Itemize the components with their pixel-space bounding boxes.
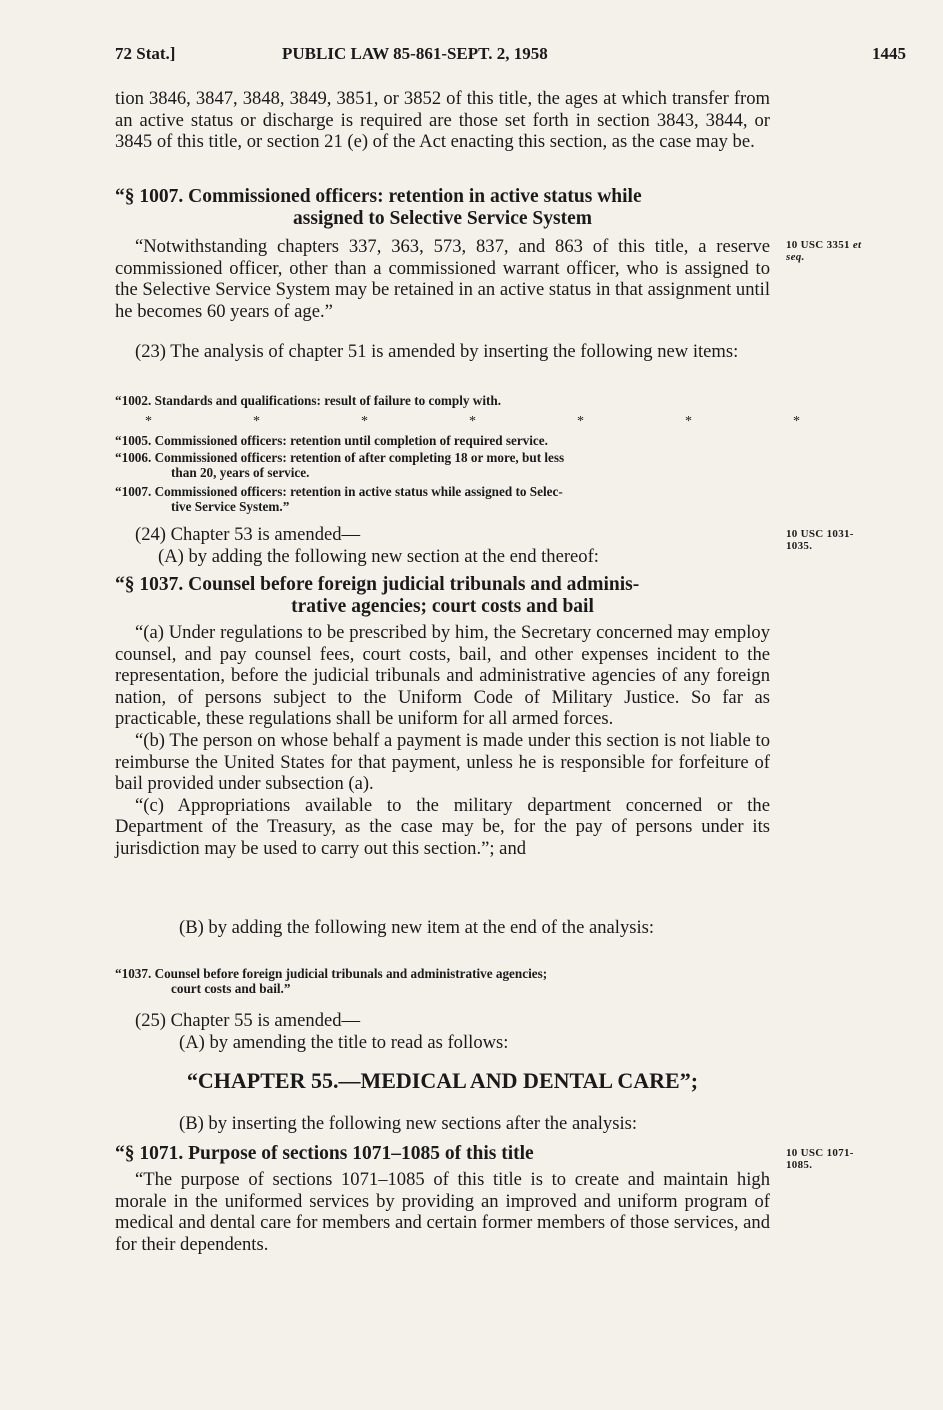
analysis-item-1002: “1002. Standards and qualifications: result of failure to comply with. bbox=[115, 393, 502, 408]
analysis-item-1005: “1005. Commissioned officers: retention until completion of required service. bbox=[115, 433, 548, 448]
section-1037-heading: “§ 1037. Counsel before foreign judicial tribunals and adminis- trative agencies; court costs and bail bbox=[115, 574, 640, 617]
continued-paragraph: tion 3846, 3847, 3848, 3849, 3851, or 3852 of this title, the ages at which transfer from an active status or discharge is required are those set forth in section 3843, 3844, or 3845 of this title, or section 21 (e) of the Act enacting this section, as the case may be. bbox=[115, 88, 770, 153]
stat-reference: 72 Stat.] bbox=[115, 44, 176, 63]
section-1007-heading: “§ 1007. Commissioned officers: retention in active status while assigned to Selective Service System bbox=[115, 186, 642, 229]
margin-note-3351: 10 USC 3351 et seq. bbox=[786, 239, 862, 263]
page-header-title: PUBLIC LAW 85-861-SEPT. 2, 1958 bbox=[282, 44, 548, 63]
section-1071-heading: “§ 1071. Purpose of sections 1071–1085 of this title bbox=[115, 1143, 534, 1164]
amendment-24b: (B) by adding the following new item at the end of the analysis: bbox=[179, 917, 655, 938]
omission-stars: * * * * * * * bbox=[145, 414, 800, 429]
section-1007-text: “Notwithstanding chapters 337, 363, 573, 837, and 863 of this title, a reserve commissioned officer, other than a commissioned warrant officer, who is assigned to the Selective Service System may be retained in an active status in that assignment until he becomes 60 years of age.” bbox=[115, 236, 770, 322]
chapter-title: “CHAPTER 55.—MEDICAL AND DENTAL CARE”; bbox=[186, 1068, 699, 1093]
section-1071-text: “The purpose of sections 1071–1085 of this title is to create and maintain high morale in the uniformed services by providing an improved and uniform program of medical and dental care for members and certain former members of those services, and for their dependents. bbox=[115, 1169, 770, 1255]
amendment-25b: (B) by inserting the following new sections after the analysis: bbox=[179, 1113, 638, 1134]
amendment-24: (24) Chapter 53 is amended— (A) by adding the following new section at the end thereof: bbox=[135, 524, 599, 567]
margin-note-1031: 10 USC 1031- 1035. bbox=[786, 528, 854, 552]
amendment-25: (25) Chapter 55 is amended— (A) by amending the title to read as follows: bbox=[135, 1010, 509, 1053]
analysis-item-1007: “1007. Commissioned officers: retention in active status while assigned to Selec- tive Service System.” bbox=[115, 484, 563, 514]
analysis-item-1006: “1006. Commissioned officers: retention of after completing 18 or more, but less than 20, years of service. bbox=[115, 450, 565, 480]
section-1037-text: “(a) Under regulations to be prescribed by him, the Secretary concerned may employ counsel, and pay counsel fees, court costs, bail, and other expenses incident to the representation, before the judicial tribunals and administrative agencies of any foreign nation, of persons subject to the Uniform Code of Military Justice. So far as practicable, these regulations shall be uniform for all armed forces. “(b) The person on whose behalf a payment is made under this section is not liable to reimburse the United States for that payment, unless he is responsible for forfeiture of bail provided under subsection (a). “(c) Appropriations available to the military department concerned or the Department of the Treasury, as the case may be, for the pay of persons under its jurisdiction may be used to carry out this section.”; and bbox=[115, 622, 770, 859]
margin-note-1071: 10 USC 1071- 1085. bbox=[786, 1147, 854, 1171]
amendment-23: (23) The analysis of chapter 51 is amended by inserting the following new items: bbox=[135, 341, 739, 362]
page-number: 1445 bbox=[872, 44, 906, 63]
analysis-item-1037: “1037. Counsel before foreign judicial tribunals and administrative agencies; court costs and bail.” bbox=[115, 966, 548, 996]
